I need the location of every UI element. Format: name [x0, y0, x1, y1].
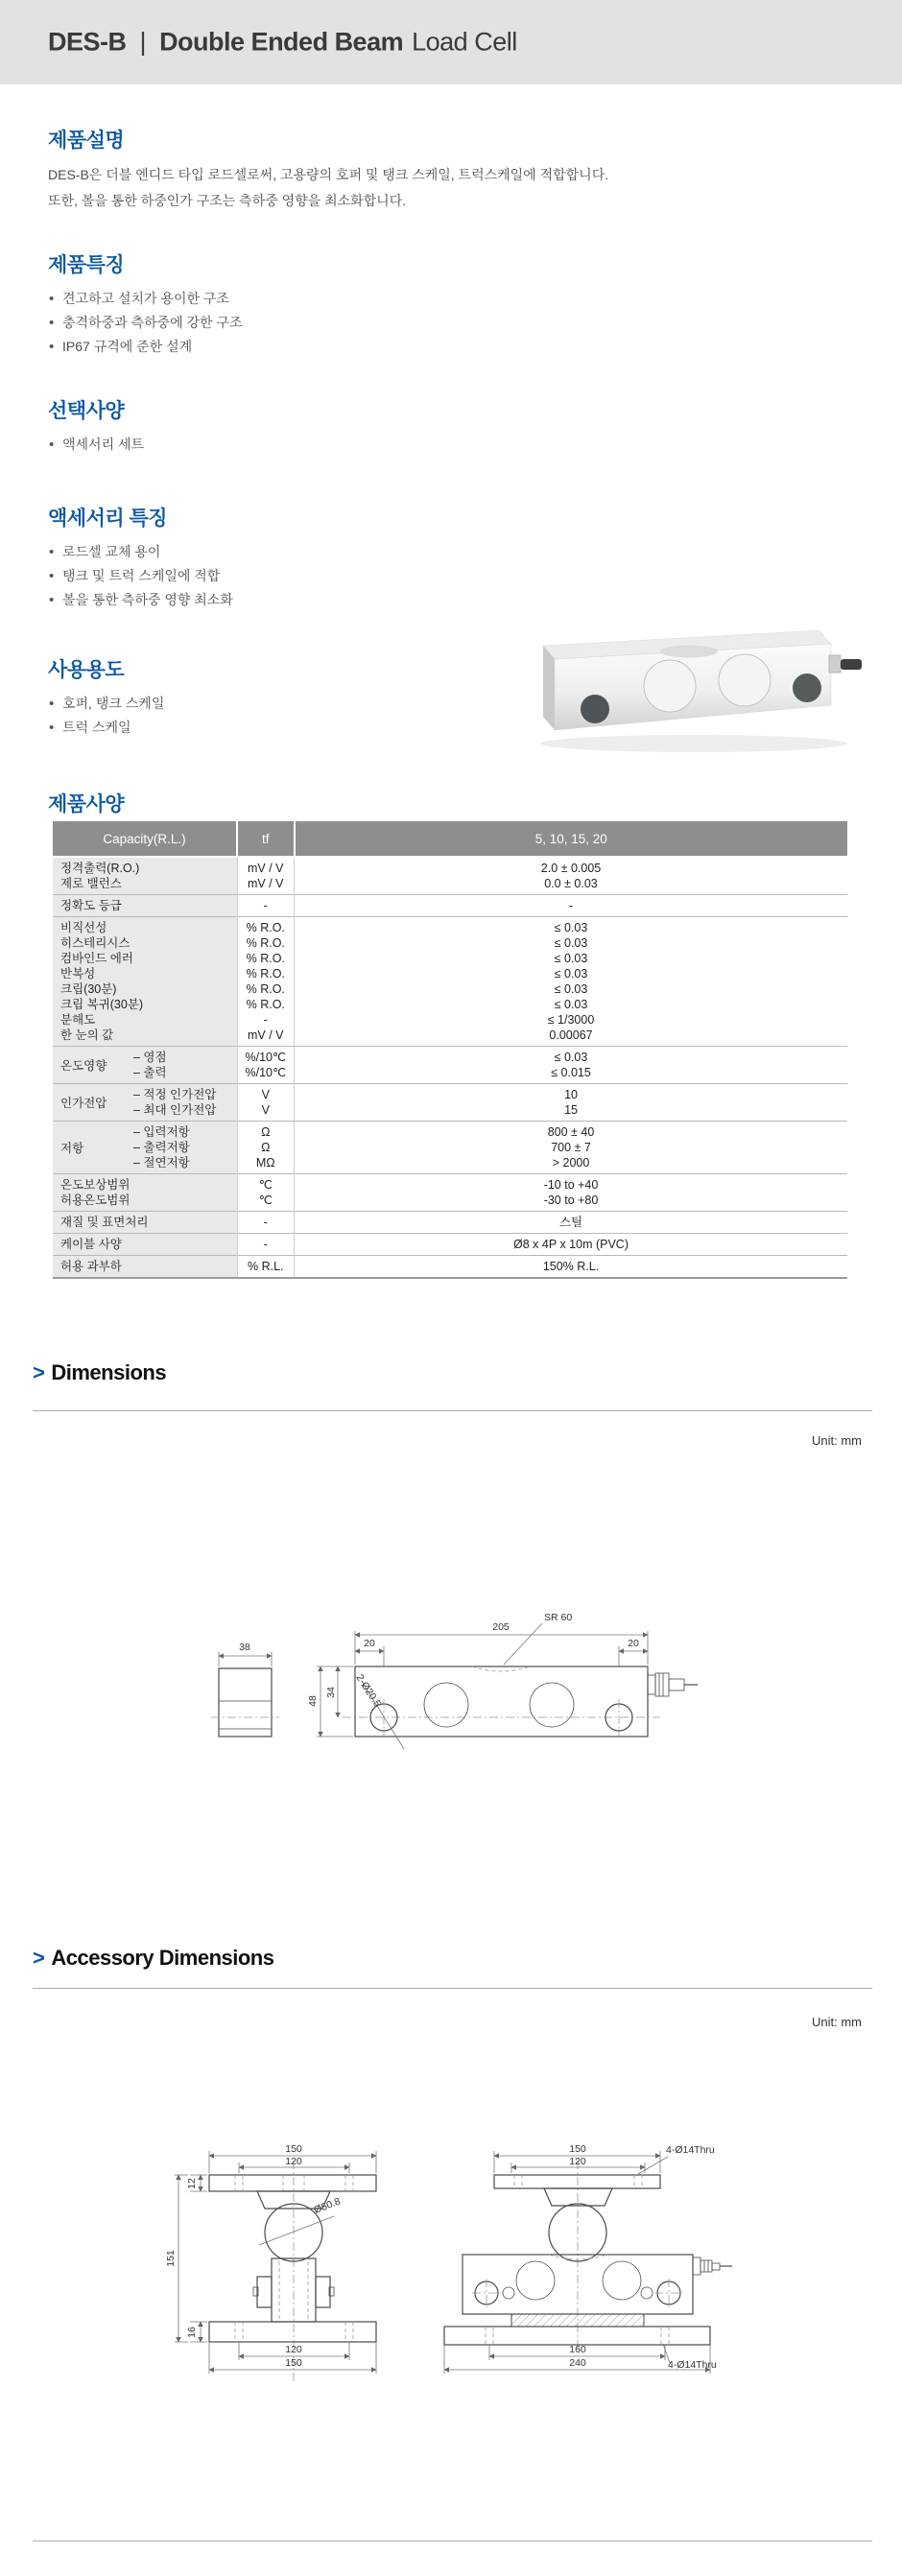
spec-value-cell [295, 1212, 847, 1234]
section-heading-options: 선택사양 [48, 400, 125, 422]
spec-value: 150% R.L. [542, 1260, 600, 1273]
spec-value: -10 to +40 [543, 1178, 599, 1192]
load-cell-photo [526, 609, 862, 763]
chevron-icon: > [33, 1360, 45, 1384]
spec-label-cell [53, 917, 237, 1047]
spec-row [53, 1212, 847, 1234]
dim-acc2-base-bolt-span: 160 [569, 2344, 586, 2355]
spec-sub-label: – 출력저항 [133, 1141, 190, 1154]
spec-unit: %/10℃ [245, 1066, 287, 1079]
spec-sub-label: – 절연저항 [133, 1156, 190, 1170]
spec-sub-labels [133, 1124, 229, 1170]
spec-group [60, 1087, 229, 1118]
dim-acc-plate-thickness: 12 [186, 2178, 198, 2189]
spec-value: ≤ 0.03 [554, 998, 588, 1011]
accessory-drawing-right [434, 2141, 741, 2400]
spec-group [60, 1124, 229, 1170]
spec-label-cell [53, 1047, 237, 1084]
spec-label: 정확도 등급 [60, 899, 122, 912]
spec-unit: - [263, 899, 268, 912]
dimensions-drawing [110, 1575, 772, 1796]
spec-value: ≤ 0.03 [554, 952, 588, 965]
spec-label-cell [53, 1212, 237, 1234]
spec-col-unit: tf [237, 821, 295, 857]
spec-label: 컴바인드 에러 [60, 952, 133, 965]
dim-acc2-top-width: 150 [569, 2143, 586, 2155]
spec-row [53, 1084, 847, 1122]
spec-unit-cell [237, 1256, 295, 1279]
spec-label-cell [53, 857, 237, 895]
dim-acc-bottom-bolt-span: 120 [285, 2344, 302, 2355]
chevron-icon: > [33, 1946, 45, 1970]
spec-value: - [568, 899, 574, 912]
spec-row [53, 1234, 847, 1256]
spec-value: 스틸 [558, 1216, 583, 1229]
unit-note-dimensions: Unit: mm [812, 1433, 862, 1448]
spec-label-cell [53, 1256, 237, 1279]
section-heading-spec: 제품사양 [48, 793, 125, 815]
spec-label: 제로 밸런스 [60, 877, 122, 890]
section-description [48, 125, 835, 214]
spec-unit: - [263, 1216, 268, 1229]
spec-value: -30 to +80 [543, 1193, 599, 1207]
spec-value-cell [295, 895, 847, 917]
spec-row [53, 895, 847, 917]
spec-label-cell [53, 895, 237, 917]
spec-unit: % R.L. [248, 1260, 284, 1273]
page-title [48, 28, 517, 58]
spec-value: ≤ 0.03 [554, 1051, 588, 1064]
list-item: • 견고하고 설치가 용이한 구조 [48, 287, 835, 311]
spec-col-values: 5, 10, 15, 20 [295, 821, 847, 857]
spec-sub-label: – 영점 [133, 1051, 167, 1064]
spec-sub-labels [133, 1087, 229, 1118]
spec-row [53, 917, 847, 1047]
dim-acc2-top-bolt-span: 120 [569, 2156, 586, 2167]
spec-value: ≤ 0.03 [554, 921, 588, 934]
list-item: • 볼을 통한 측하중 영향 최소화 [48, 588, 835, 612]
spec-label: 분해도 [60, 1013, 96, 1027]
spec-unit-cell [237, 1212, 295, 1234]
spec-unit: V [261, 1103, 270, 1117]
spec-sub-label: – 입력저항 [133, 1125, 190, 1139]
spec-unit-cell [237, 917, 295, 1047]
spec-label: 히스테리시스 [60, 936, 131, 950]
spec-value: ≤ 0.015 [551, 1066, 591, 1079]
spec-unit-cell [237, 1047, 295, 1084]
list-item: • 호퍼, 탱크 스케일 [48, 692, 835, 716]
spec-value-cell [295, 1047, 847, 1084]
description-line: 또한, 볼을 통한 하중인가 구조는 측하중 영향을 최소화합니다. [48, 193, 407, 208]
spec-group-label: 인가전압 [60, 1097, 107, 1110]
spec-value: > 2000 [552, 1156, 590, 1170]
spec-unit: - [263, 1013, 268, 1027]
spec-value: 15 [564, 1103, 578, 1117]
spec-unit: V [261, 1088, 270, 1101]
spec-table [53, 821, 847, 1279]
spec-unit: mV / V [248, 877, 284, 890]
spec-unit: %/10℃ [245, 1051, 287, 1064]
spec-col-capacity: Capacity(R.L.) [53, 821, 237, 857]
spec-label: 재질 및 표면처리 [60, 1216, 149, 1229]
spec-value: ≤ 0.03 [554, 982, 588, 996]
header-band [0, 0, 902, 84]
product-type-light: Load Cell [412, 27, 517, 57]
section-heading-description: 제품설명 [48, 130, 125, 152]
spec-label-cell [53, 1174, 237, 1212]
spec-label: 반복성 [60, 967, 96, 981]
list-item: • IP67 규격에 준한 설계 [48, 335, 835, 359]
spec-unit: Ω [261, 1141, 271, 1154]
spec-value-cell [295, 1122, 847, 1174]
dim-height: 48 [307, 1695, 319, 1707]
dimensions-heading [33, 1360, 166, 1385]
dim-acc2-top-holes: 4-Ø14Thru [666, 2144, 715, 2156]
product-type-bold: Double Ended Beam [159, 27, 404, 57]
spec-value: 2.0 ± 0.005 [540, 862, 602, 875]
spec-value: 800 ± 40 [547, 1125, 595, 1139]
spec-unit: ℃ [258, 1193, 273, 1207]
spec-unit: % R.O. [246, 982, 285, 996]
spec-value: ≤ 1/3000 [547, 1013, 595, 1027]
section-heading-accessory-features: 액세서리 특징 [48, 508, 168, 530]
section-features [48, 249, 835, 359]
section-options [48, 395, 835, 457]
spec-sub-label: – 최대 인가전압 [133, 1103, 217, 1117]
spec-unit: % R.O. [246, 936, 285, 950]
spec-label: 정격출력(R.O.) [60, 862, 140, 875]
feature-list [48, 287, 835, 359]
spec-unit: - [263, 1238, 268, 1251]
spec-unit-cell [237, 1122, 295, 1174]
list-item: • 충격하중과 측하중에 강한 구조 [48, 311, 835, 335]
spec-unit-cell [237, 857, 295, 895]
spec-unit: ℃ [258, 1178, 273, 1192]
spec-group-label: 온도영향 [60, 1059, 107, 1073]
spec-label-cell [53, 1084, 237, 1122]
spec-unit: % R.O. [246, 952, 285, 965]
spec-label-cell [53, 1122, 237, 1174]
spec-row [53, 1256, 847, 1279]
spec-label: 크립 복귀(30분) [60, 998, 144, 1011]
unit-note-accessory: Unit: mm [812, 2015, 862, 2029]
spec-sub-label: – 출력 [133, 1066, 167, 1079]
spec-value-cell [295, 1084, 847, 1122]
spec-value: ≤ 0.03 [554, 936, 588, 950]
spec-label: 한 눈의 값 [60, 1028, 114, 1042]
dim-acc-overall-height: 151 [165, 2250, 177, 2267]
list-item: • 액세서리 세트 [48, 433, 835, 457]
spec-value-cell [295, 1256, 847, 1279]
spec-row [53, 857, 847, 895]
dim-left-offset: 20 [364, 1638, 375, 1649]
spec-unit-cell [237, 1174, 295, 1212]
list-item: • 탱크 및 트럭 스케일에 적합 [48, 564, 835, 588]
spec-sub-label: – 적정 인가전압 [133, 1088, 217, 1101]
spec-value: ≤ 0.03 [554, 967, 588, 981]
accessory-drawing-left [146, 2141, 434, 2400]
dim-overall: 205 [492, 1621, 510, 1633]
options-list [48, 433, 835, 457]
spec-row [53, 1122, 847, 1174]
spec-label: 비직선성 [60, 921, 107, 934]
dim-acc-top-width: 150 [285, 2143, 302, 2155]
spec-value: 0.00067 [549, 1028, 593, 1042]
dim-acc-base-thickness: 16 [186, 2327, 198, 2338]
list-item: • 로드셀 교체 용이 [48, 540, 835, 564]
spec-label: 온도보상범위 [60, 1178, 131, 1192]
spec-label-cell [53, 1234, 237, 1256]
spec-table-body [53, 857, 847, 1278]
spec-value: 10 [564, 1088, 578, 1101]
product-image [526, 609, 862, 763]
list-item: • 트럭 스케일 [48, 716, 835, 740]
dim-acc2-base-holes: 4-Ø14Thru [668, 2359, 717, 2371]
spec-label: 허용온도범위 [60, 1193, 131, 1207]
dim-acc-ball-diameter: Ø50.8 [312, 2195, 343, 2216]
dim-holes: 2-Ø20.5 [353, 1672, 384, 1710]
accessory-dimensions-heading [33, 1946, 273, 1971]
dim-right-offset: 20 [628, 1638, 639, 1649]
title-separator: | [139, 27, 147, 57]
spec-row [53, 1047, 847, 1084]
spec-unit: % R.O. [246, 921, 285, 934]
divider [33, 1988, 872, 1989]
dim-hole-height: 34 [325, 1687, 337, 1698]
accessory-dimensions-title: Accessory Dimensions [51, 1946, 274, 1970]
dim-side-width: 38 [239, 1642, 250, 1653]
spec-unit: mV / V [248, 1028, 284, 1042]
spec-unit: % R.O. [246, 998, 285, 1011]
spec-value: 700 ± 7 [551, 1141, 591, 1154]
spec-table-header-row [53, 821, 847, 857]
spec-unit: MΩ [255, 1156, 275, 1170]
dim-sphere-radius: SR 60 [544, 1612, 573, 1623]
spec-unit: Ω [261, 1125, 271, 1139]
dim-acc-bottom-width: 150 [285, 2357, 302, 2369]
divider [33, 1410, 872, 1411]
spec-group-label: 저항 [60, 1142, 84, 1155]
dim-acc2-base-width: 240 [569, 2357, 586, 2369]
dimensions-title: Dimensions [51, 1360, 167, 1384]
section-accessory-features [48, 503, 835, 612]
spec-value-cell [295, 1234, 847, 1256]
model-name: DES-B [48, 27, 127, 57]
accessory-feature-list [48, 540, 835, 612]
spec-label: 케이블 사양 [60, 1238, 122, 1251]
spec-unit-cell [237, 895, 295, 917]
spec-sub-labels [133, 1050, 229, 1080]
section-heading-applications: 사용용도 [48, 659, 125, 681]
spec-label: 크립(30분) [60, 982, 117, 996]
spec-value-cell [295, 857, 847, 895]
spec-unit-cell [237, 1234, 295, 1256]
dim-acc-top-bolt-span: 120 [285, 2156, 302, 2167]
spec-unit: % R.O. [246, 967, 285, 981]
spec-label: 허용 과부하 [60, 1260, 122, 1273]
spec-value-cell [295, 917, 847, 1047]
description-line: DES-B은 더블 엔디드 타입 로드셀로써, 고용량의 호퍼 및 탱크 스케일, 트럭스케일에 적합합니다. [48, 167, 609, 182]
spec-unit: mV / V [248, 862, 284, 875]
spec-group [60, 1050, 229, 1080]
spec-value: 0.0 ± 0.03 [544, 877, 598, 890]
spec-unit-cell [237, 1084, 295, 1122]
spec-value: Ø8 x 4P x 10m (PVC) [513, 1238, 629, 1251]
section-heading-features: 제품특징 [48, 254, 125, 276]
spec-value-cell [295, 1174, 847, 1212]
spec-row [53, 1174, 847, 1212]
